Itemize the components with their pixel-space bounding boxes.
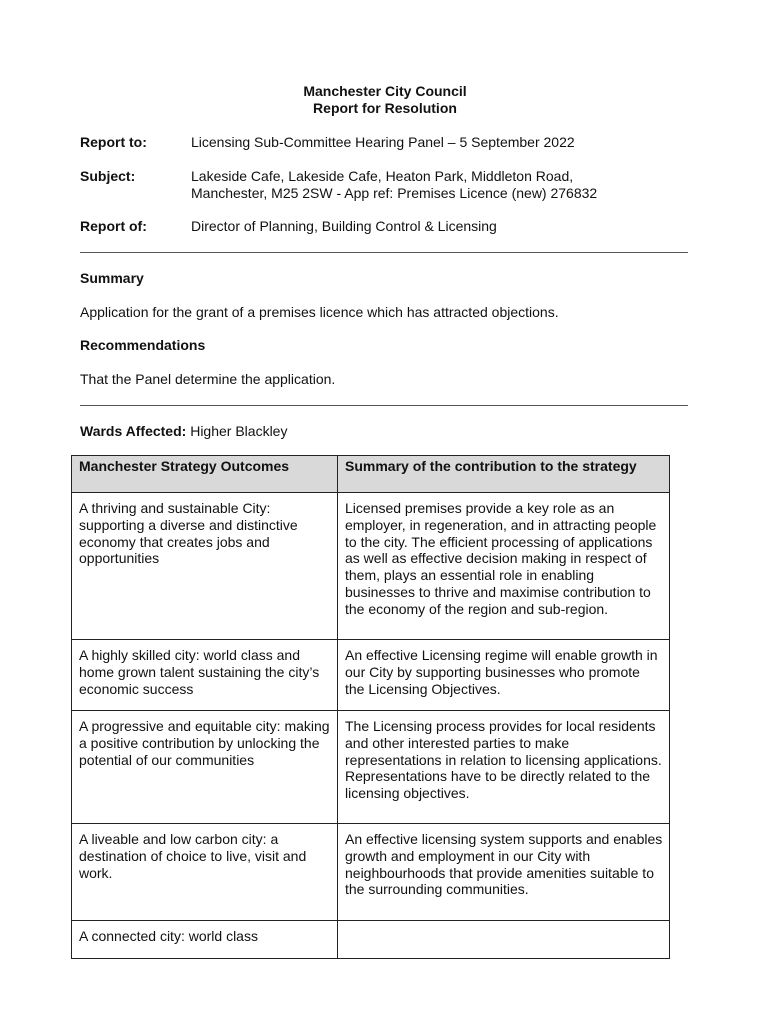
contribution-cell: The Licensing process provides for local residents and other interested parties to make representations in relation to licensing applications. Representations have to be directly related to the licensing objectives. (338, 711, 670, 824)
contribution-cell: Licensed premises provide a key role as an employer, in regeneration, and in attracting people to the city. The efficient processing of applications as well as effective decision making in respect of them, plays an essential role in enabling businesses to thrive and maximise contribution to the economy of the region and sub-region. (338, 493, 670, 640)
table-row (72, 711, 670, 824)
contribution-cell (338, 921, 670, 959)
outcome-cell: A liveable and low carbon city: a destination of choice to live, visit and work. (72, 824, 338, 921)
contribution-cell: An effective licensing system supports and enables growth and employment in our City with neighbourhoods that provide amenities suitable to the surrounding communities. (338, 824, 670, 921)
wards-affected (80, 423, 287, 439)
report-type: Report for Resolution (313, 100, 457, 116)
wards-value: Higher Blackley (190, 423, 288, 439)
subject-line-2: Manchester, M25 2SW - App ref: Premises Licence (new) 276832 (191, 185, 598, 201)
report-to-value: Licensing Sub-Committee Hearing Panel – 5 September 2022 (191, 134, 575, 150)
outcome-cell: A highly skilled city: world class and home grown talent sustaining the city’s economic success (72, 640, 338, 711)
recommendations-text: That the Panel determine the application. (80, 371, 336, 387)
summary-text: Application for the grant of a premises licence which has attracted objections. (80, 304, 559, 320)
divider-top (80, 252, 688, 253)
table-header-row (72, 456, 670, 493)
subject-line-1: Lakeside Cafe, Lakeside Cafe, Heaton Park, Middleton Road, (191, 168, 574, 184)
council-name: Manchester City Council (303, 83, 467, 99)
table-row (72, 921, 670, 959)
table-header-outcomes: Manchester Strategy Outcomes (72, 456, 338, 493)
table-row (72, 824, 670, 921)
report-to-label: Report to: (80, 134, 147, 150)
summary-heading: Summary (80, 270, 144, 286)
outcome-cell: A connected city: world class (72, 921, 338, 959)
outcome-cell: A progressive and equitable city: making a positive contribution by unlocking the potential of our communities (72, 711, 338, 824)
divider-middle (80, 405, 688, 406)
report-of-label: Report of: (80, 218, 147, 234)
table-row (72, 493, 670, 640)
report-of-value: Director of Planning, Building Control & Licensing (191, 218, 497, 234)
wards-label: Wards Affected: (80, 423, 187, 439)
table-row (72, 640, 670, 711)
subject-label: Subject: (80, 168, 136, 184)
table-header-contribution: Summary of the contribution to the strategy (338, 456, 670, 493)
outcome-cell: A thriving and sustainable City: supporting a diverse and distinctive economy that creates jobs and opportunities (72, 493, 338, 640)
contribution-cell: An effective Licensing regime will enable growth in our City by supporting businesses who promote the Licensing Objectives. (338, 640, 670, 711)
strategy-outcomes-table (71, 455, 670, 959)
recommendations-heading: Recommendations (80, 337, 206, 353)
